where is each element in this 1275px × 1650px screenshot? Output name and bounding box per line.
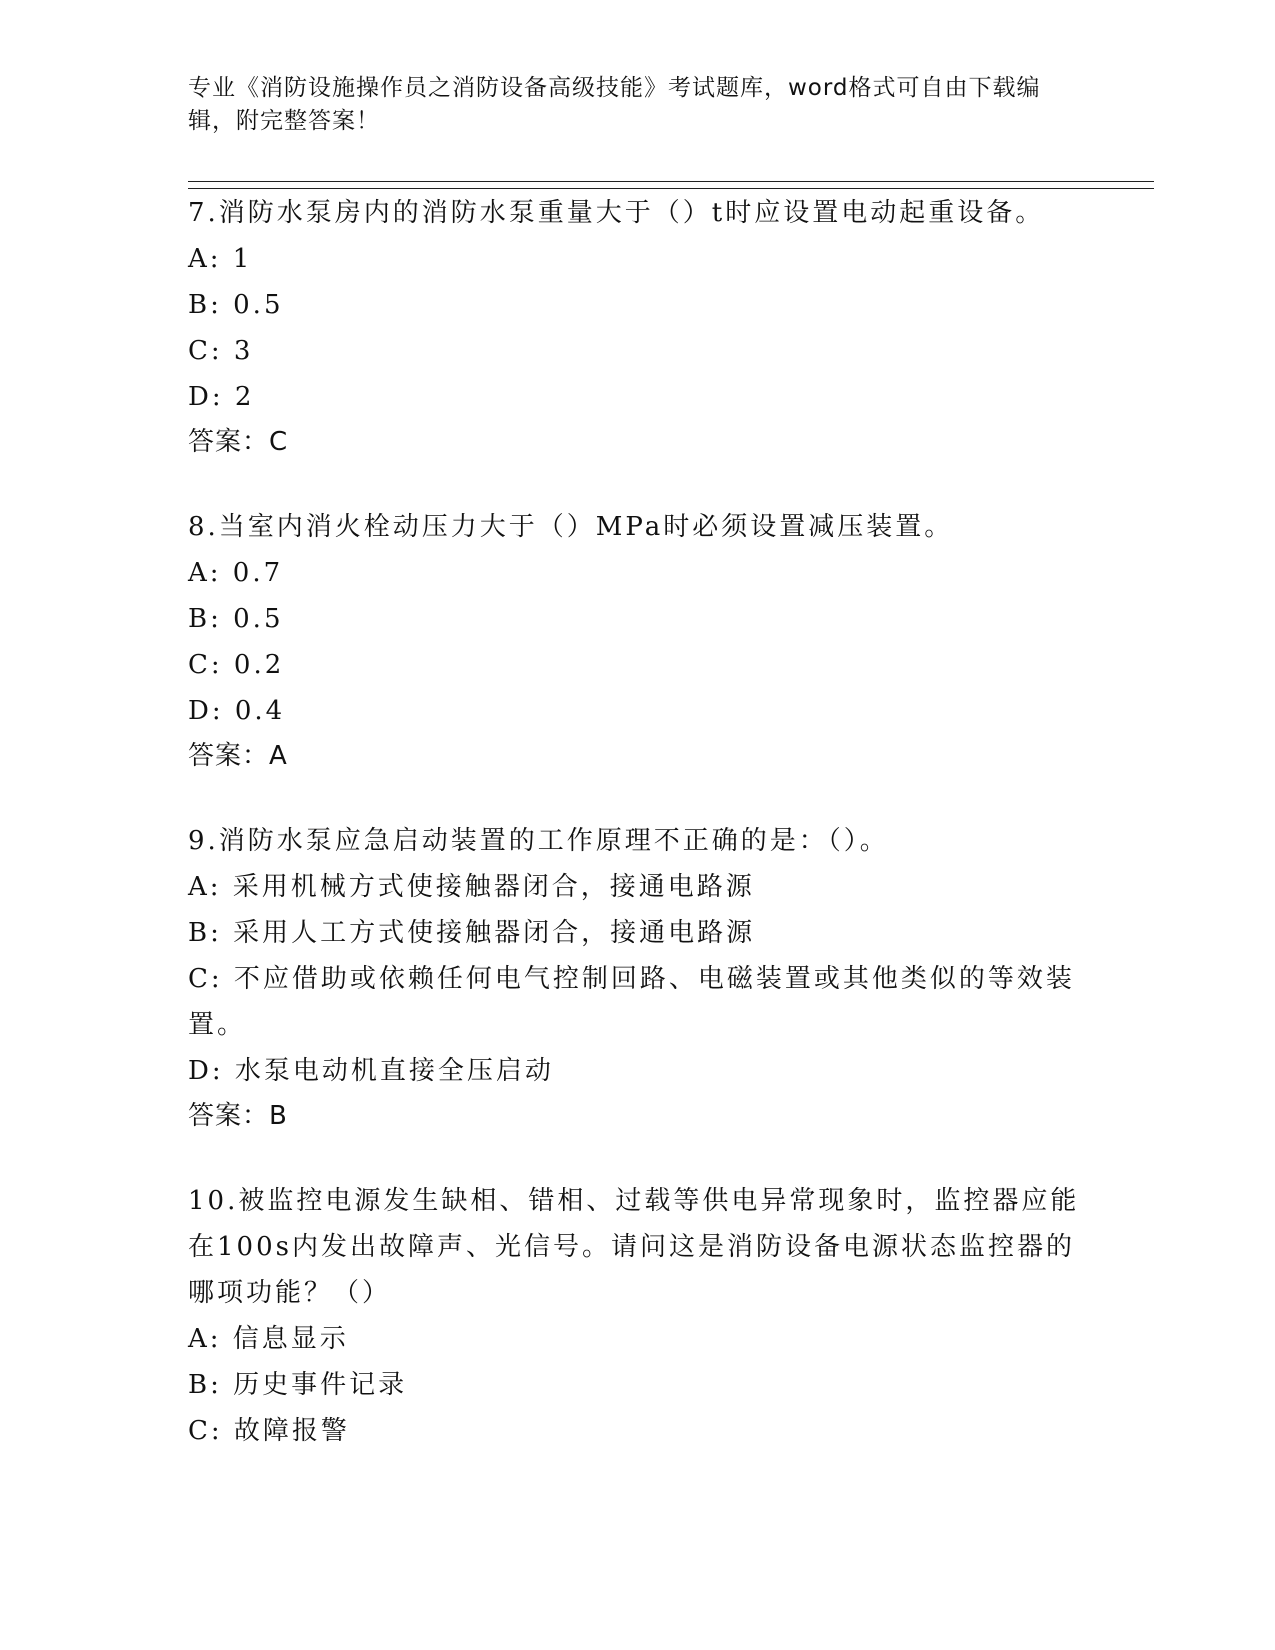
- question-9: [188, 818, 1088, 1138]
- option-c: C: 3: [188, 336, 254, 366]
- option-b: B: 0.5: [188, 604, 284, 634]
- option-d: D: 2: [188, 382, 255, 412]
- option-c: C: 0.2: [188, 650, 285, 680]
- question-stem: 9.消防水泵应急启动装置的工作原理不正确的是：（）。: [188, 826, 889, 856]
- answer: 答案：C: [188, 427, 289, 457]
- option-b: B: 历史事件记录: [188, 1370, 408, 1400]
- header-text: 专业《消防设施操作员之消防设备高级技能》考试题库，word格式可自由下载编辑，附完整答案！: [188, 75, 1041, 134]
- option-c: C: 不应借助或依赖任何电气控制回路、电磁装置或其他类似的等效装置。: [188, 964, 1075, 1040]
- question-stem: 10.被监控电源发生缺相、错相、过载等供电异常现象时，监控器应能在100s内发出故障声、光信号。请问这是消防设备电源状态监控器的哪项功能？（）: [188, 1186, 1080, 1308]
- question-7: [188, 190, 1088, 464]
- question-8: [188, 504, 1088, 778]
- option-c: C: 故障报警: [188, 1416, 350, 1446]
- answer: 答案：A: [188, 741, 288, 771]
- option-d: D: 0.4: [188, 696, 286, 726]
- question-stem: 7.消防水泵房内的消防水泵重量大于（）t时应设置电动起重设备。: [188, 198, 1045, 228]
- option-a: A: 1: [188, 244, 253, 274]
- option-b: B: 0.5: [188, 290, 284, 320]
- question-list: [188, 190, 1088, 1494]
- page-header: [188, 72, 1068, 138]
- header-divider: [188, 181, 1154, 189]
- answer: 答案：B: [188, 1101, 288, 1131]
- option-a: A: 采用机械方式使接触器闭合，接通电路源: [188, 872, 755, 902]
- option-a: A: 信息显示: [188, 1324, 349, 1354]
- question-stem: 8.当室内消火栓动压力大于（）MPa时必须设置减压装置。: [188, 512, 954, 542]
- option-d: D: 水泵电动机直接全压启动: [188, 1056, 554, 1086]
- option-b: B: 采用人工方式使接触器闭合，接通电路源: [188, 918, 756, 948]
- question-10: [188, 1178, 1088, 1454]
- option-a: A: 0.7: [188, 558, 284, 588]
